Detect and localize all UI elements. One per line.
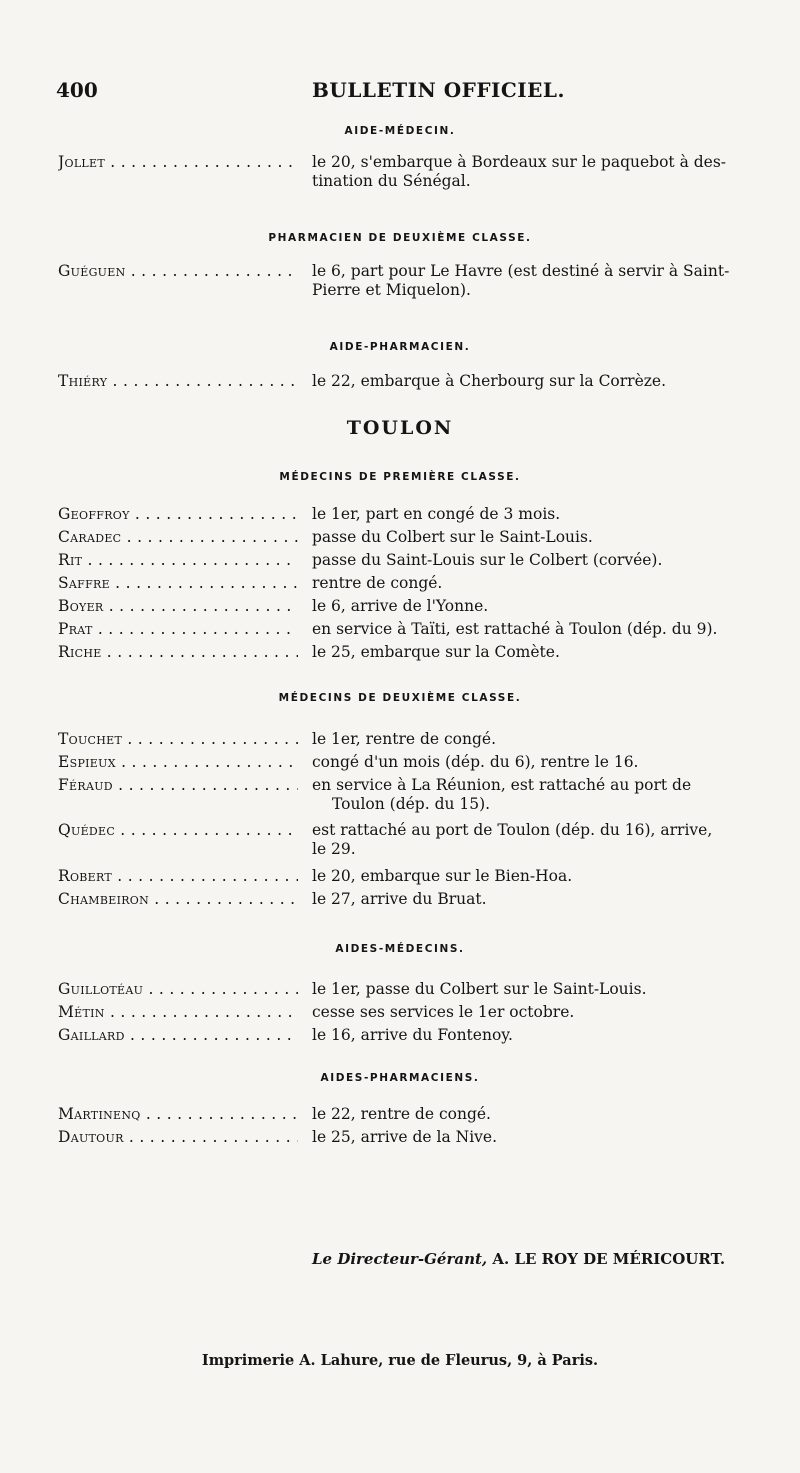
entry-detail: le 25, arrive de la Nive. <box>312 1128 498 1146</box>
entry-name: Rit . . . <box>58 551 298 570</box>
entry-name: Martinenq . . . <box>58 1105 298 1124</box>
page-number: 400 <box>56 78 98 102</box>
entry-name: Guillotéau . . . <box>58 980 298 999</box>
entry-detail: le 25, embarque sur la Comète. <box>312 643 560 661</box>
entry-name: Guéguen . . . <box>58 262 298 281</box>
entry-detail: passe du Colbert sur le Saint-Louis. <box>312 528 593 546</box>
section-heading-medecins-1re: MÉDECINS DE PREMIÈRE CLASSE. <box>279 471 521 483</box>
entry-name: Riche . . . <box>58 643 298 662</box>
entry-name: Prat . . . <box>58 620 298 639</box>
entry-name: Geoffroy . . . <box>58 505 298 524</box>
entry-detail: cesse ses services le 1er octobre. <box>312 1003 575 1021</box>
entry-detail: en service à Taïti, est rattaché à Toulon (dép. du 9). <box>312 620 718 638</box>
section-heading-pharmacien: PHARMACIEN DE DEUXIÈME CLASSE. <box>268 232 532 244</box>
entry-detail: est rattaché au port de Toulon (dép. du 16), arrive, le 29. <box>312 821 713 858</box>
page-header <box>56 78 766 108</box>
signature-name: A. LE ROY DE MÉRICOURT. <box>492 1250 726 1268</box>
entry-name: Robert . . . <box>58 867 298 886</box>
entry-detail: en service à La Réunion, est rattaché au port de Toulon (dép. du 15). <box>312 776 692 813</box>
section-heading-aides-medecins: AIDES-MÉDECINS. <box>335 943 465 955</box>
entry-detail: rentre de congé. <box>312 574 443 592</box>
entry-detail: le 16, arrive du Fontenoy. <box>312 1026 513 1044</box>
entry-detail: le 20, embarque sur le Bien-Hoa. <box>312 867 573 885</box>
entry-detail: le 1er, rentre de congé. <box>312 730 496 748</box>
entry-detail: le 6, part pour Le Havre (est destiné à servir à Saint- Pierre et Miquelon). <box>312 262 730 299</box>
section-heading-aides-pharmaciens: AIDES-PHARMACIENS. <box>320 1072 480 1084</box>
entry-detail: le 20, s'embarque à Bordeaux sur le paquebot à des- tination du Sénégal. <box>312 153 727 190</box>
entry-name: Boyer . . . <box>58 597 298 616</box>
entry-name: Touchet . . . <box>58 730 298 749</box>
printer-imprint: Imprimerie A. Lahure, rue de Fleurus, 9, à Paris. <box>201 1352 599 1369</box>
section-heading-medecins-2e: MÉDECINS DE DEUXIÈME CLASSE. <box>278 692 522 704</box>
entry-detail: le 1er, passe du Colbert sur le Saint-Louis. <box>312 980 647 998</box>
entry-name: Féraud . . . <box>58 776 298 795</box>
entry-name: Espieux . . . <box>58 753 298 772</box>
entry-detail: le 22, embarque à Cherbourg sur la Corrèze. <box>312 372 667 390</box>
entry-detail: le 6, arrive de l'Yonne. <box>312 597 489 615</box>
signature-role: Le Directeur-Gérant, <box>312 1250 488 1268</box>
entry-name: Saffre . . . <box>58 574 298 593</box>
entry-name: Thiéry . . . <box>58 372 298 391</box>
entry-name: Chambeiron . . . <box>58 890 298 909</box>
entry-detail: le 1er, part en congé de 3 mois. <box>312 505 561 523</box>
running-title: BULLETIN OFFICIEL. <box>312 78 565 102</box>
entry-name: Dautour . . . <box>58 1128 298 1147</box>
section-heading-aide-medecin: AIDE-MÉDECIN. <box>344 125 456 137</box>
entry-detail: passe du Saint-Louis sur le Colbert (corvée). <box>312 551 663 569</box>
signature <box>312 1250 772 1268</box>
entry-detail: le 22, rentre de congé. <box>312 1105 491 1123</box>
city-heading-toulon: TOULON <box>346 417 454 439</box>
entry-detail: le 27, arrive du Bruat. <box>312 890 487 908</box>
entry-name: Jollet . . . <box>58 153 298 172</box>
entry-name: Gaillard . . . <box>58 1026 298 1045</box>
entry-name: Caradec . . . <box>58 528 298 547</box>
entry-detail: congé d'un mois (dép. du 6), rentre le 16. <box>312 753 639 771</box>
entry-name: Métin . . . <box>58 1003 298 1022</box>
entry-name: Quédec . . . <box>58 821 298 840</box>
section-heading-aide-pharmacien: AIDE-PHARMACIEN. <box>329 341 471 353</box>
